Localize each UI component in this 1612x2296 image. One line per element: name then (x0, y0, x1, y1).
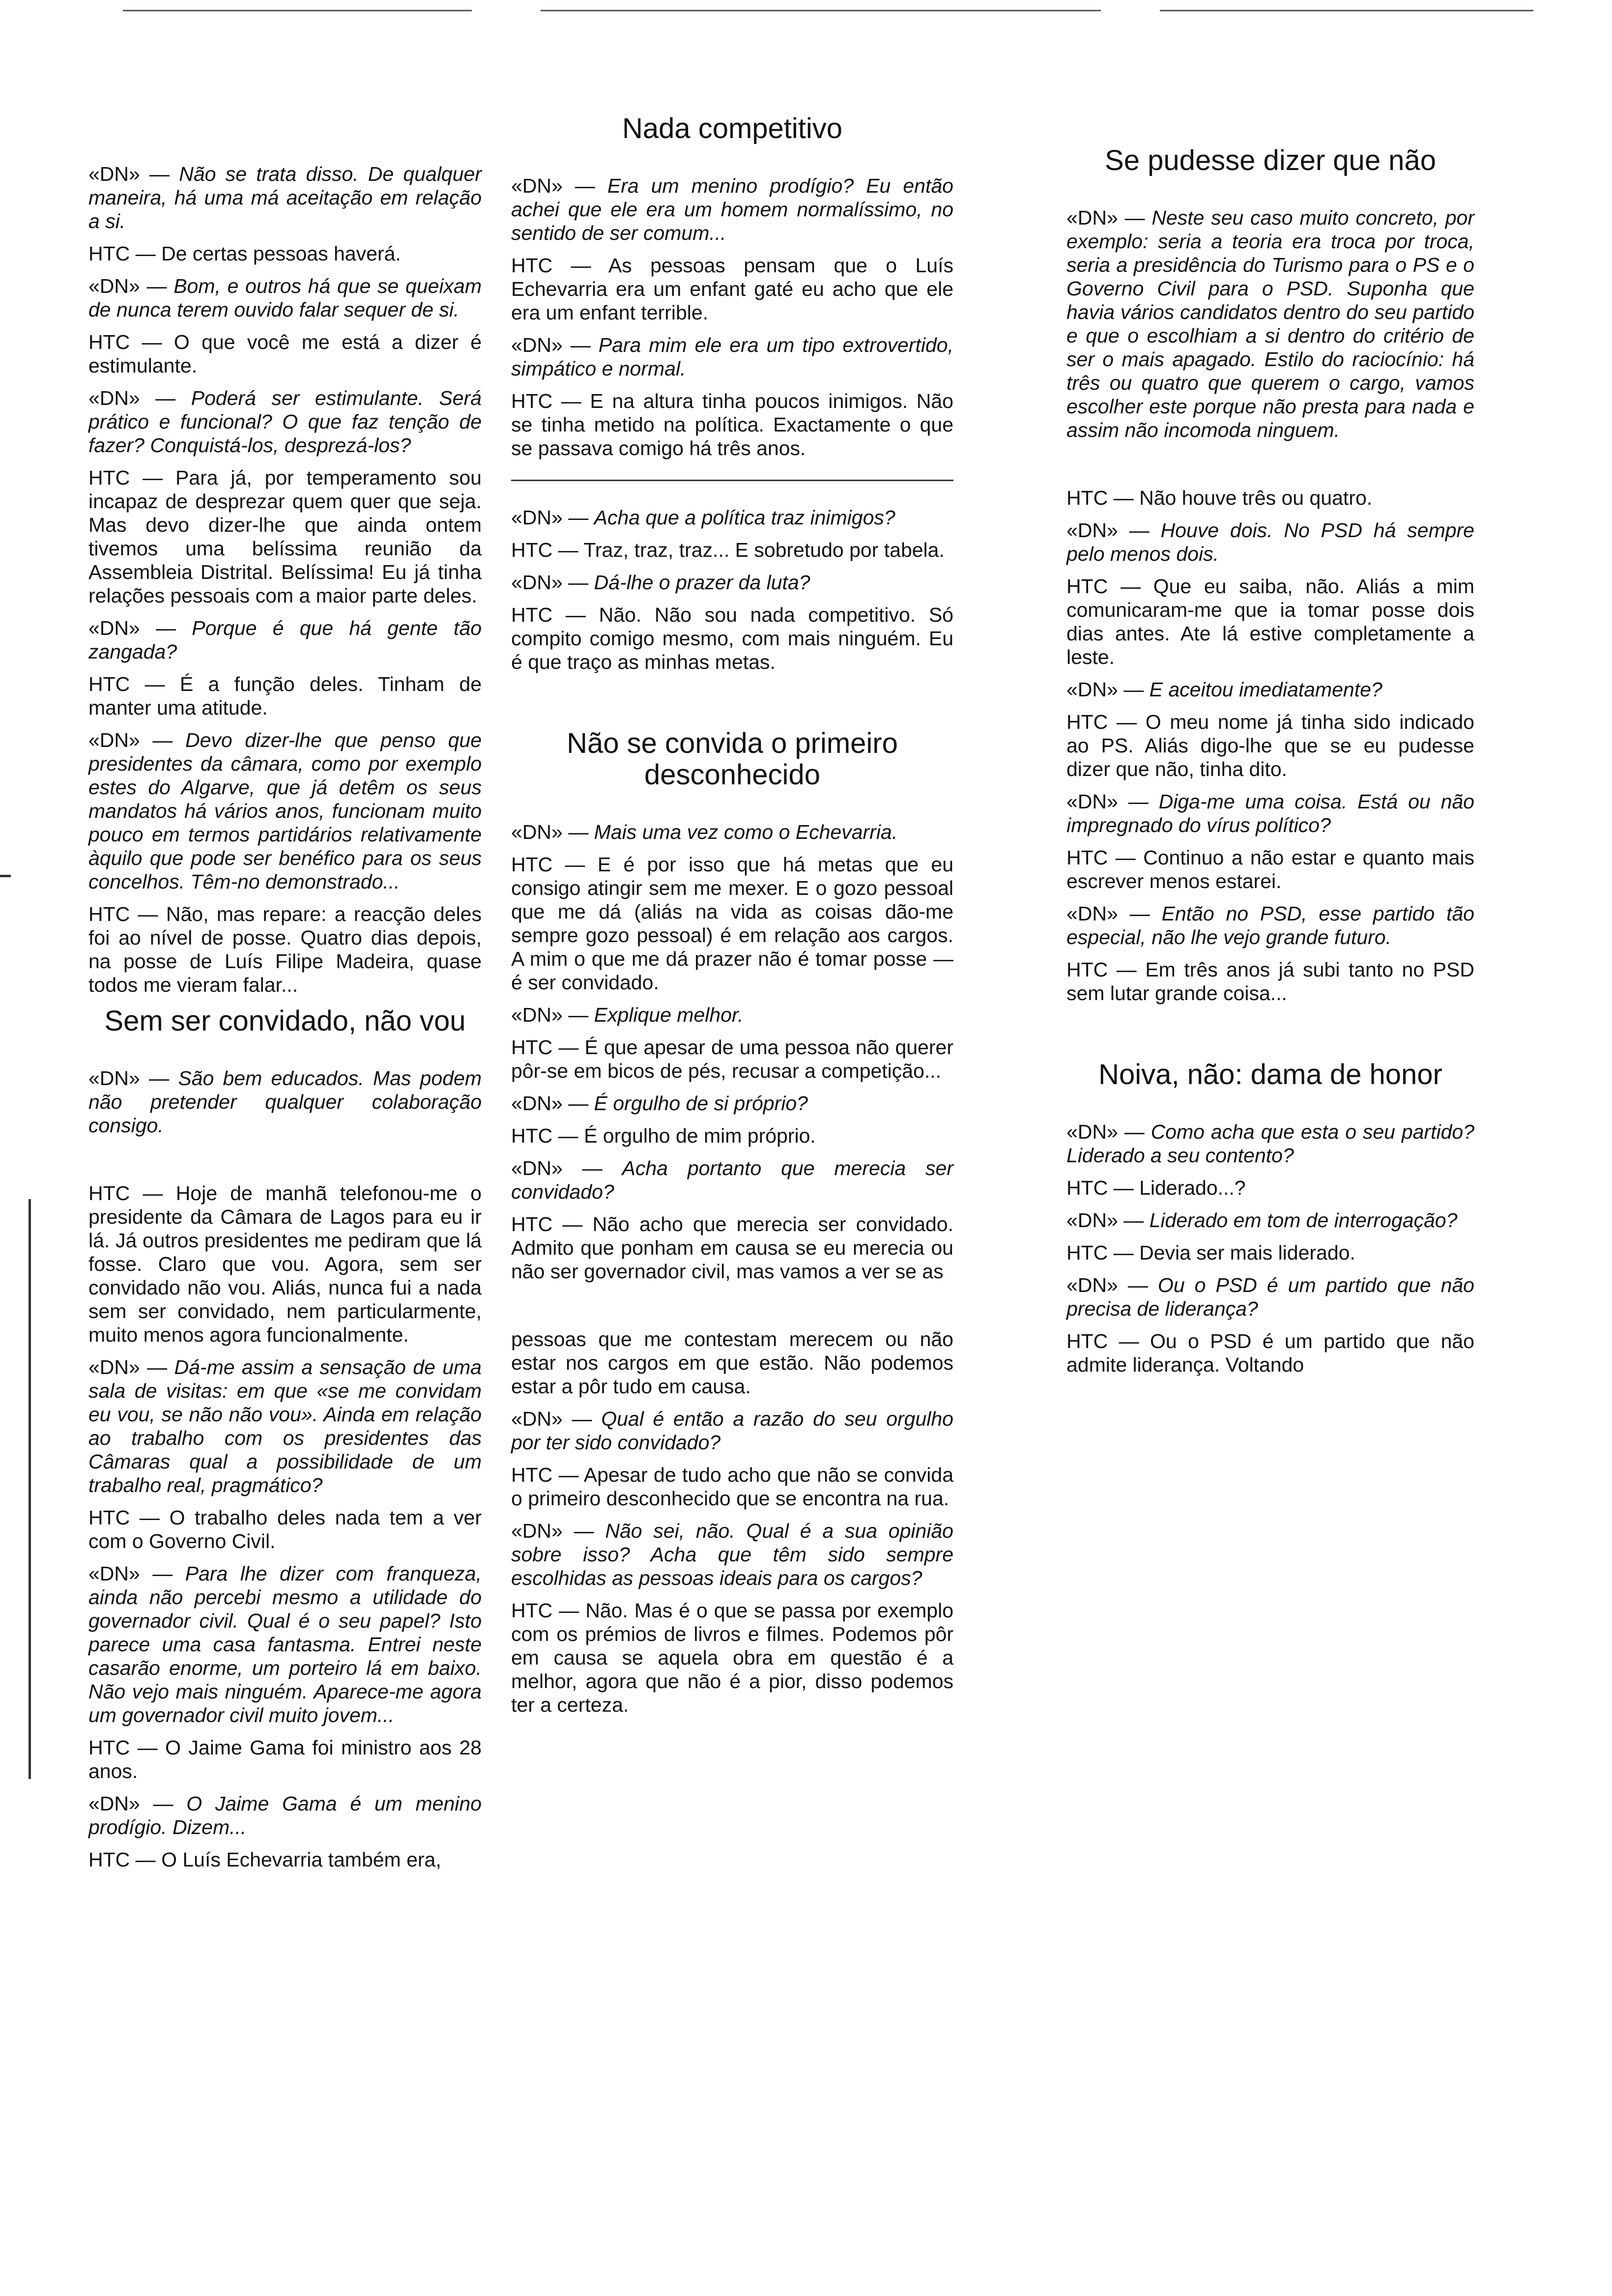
paragraph-text: O Luís Echevarria também era, (161, 1848, 441, 1871)
scan-mark-2 (29, 1199, 31, 1779)
speaker-label: «DN» — (88, 1356, 168, 1378)
interviewee-answer (88, 466, 482, 607)
paragraph-text: Não, mas repare: a reacção deles foi ao nível de posse. Quatro dias depois, na posse de Luís Filipe Madeira, quase todos me vieram falar... (88, 903, 482, 996)
interviewer-question (511, 820, 953, 844)
paragraph-text: Acha que a política traz inimigos? (594, 506, 895, 529)
interviewee-answer (88, 1506, 482, 1553)
section-divider (511, 480, 953, 481)
interviewee-answer (511, 1463, 953, 1510)
paragraph-text: Como acha que esta o seu partido? Liderado a seu contento? (1066, 1120, 1474, 1167)
speaker-label: HTC — (1066, 575, 1141, 598)
paragraph-text: Para já, por temperamento sou incapaz de desprezar quem quer que seja. Mas devo dizer-lhe que ainda ontem tivemos uma belíssima reunião da Assembleia Distrital. Belíssima! Eu já tinha relações pessoais com a maior parte deles. (88, 466, 482, 607)
speaker-label: HTC — (88, 1182, 163, 1205)
interviewee-answer (88, 1736, 482, 1783)
speaker-label: HTC — (511, 254, 591, 277)
paragraph-text: Em três anos já subi tanto no PSD sem lutar grande coisa... (1066, 958, 1474, 1004)
paragraph-text: Não. Mas é o que se passa por exemplo com os prémios de livros e filmes. Podemos pôr em causa se aquela obra em questão é a melhor, agora que não é a pior, disso podemos ter a certeza. (511, 1599, 953, 1716)
paragraph-text: É a função deles. Tinham de manter uma atitude. (88, 673, 482, 719)
paragraph-text: Dá-me assim a sensação de uma sala de visitas: em que «se me convidam eu vou, se não não vou». Ainda em relação ao trabalho com os presidentes das Câmaras qual a possibilidade de um trabalho real, pragmático? (88, 1356, 482, 1496)
speaker-label: «DN» — (511, 1092, 589, 1115)
interviewee-answer (511, 538, 953, 562)
speaker-label: HTC — (511, 1036, 579, 1059)
interviewer-question (511, 506, 953, 529)
paragraph-text: O Jaime Gama foi ministro aos 28 anos. (88, 1736, 482, 1782)
speaker-label: «DN» — (511, 174, 595, 197)
interviewee-answer (1066, 1329, 1474, 1377)
paragraph-text: E aceitou imediatamente? (1149, 678, 1382, 701)
speaker-label: «DN» — (1066, 519, 1150, 542)
interviewer-question (1066, 1273, 1474, 1320)
interviewer-question (88, 616, 482, 663)
paragraph-text: É que apesar de uma pessoa não querer pôr-se em bicos de pés, recusar a competição... (511, 1036, 953, 1082)
speaker-label: HTC — (511, 1599, 579, 1622)
top-rule-2 (541, 10, 1101, 11)
speaker-label: «DN» — (88, 1067, 170, 1090)
speaker-label: HTC — (88, 673, 165, 695)
paragraph-text: Não. Não sou nada competitivo. Só compito comigo mesmo, com mais ninguém. Eu é que traço as minhas metas. (511, 603, 953, 673)
speaker-label: «DN» — (1066, 1274, 1148, 1296)
paragraph-text: Bom, e outros há que se queixam de nunca terem ouvido falar sequer de si. (88, 275, 482, 321)
speaker-label: «DN» — (88, 1562, 173, 1585)
speaker-label: HTC — (511, 390, 581, 412)
interviewer-question (1066, 678, 1474, 701)
top-rule-1 (123, 10, 472, 11)
interviewee-answer (511, 1124, 953, 1148)
speaker-label: HTC — (511, 853, 585, 876)
column-3 (1066, 145, 1474, 1385)
interviewer-question (88, 1066, 482, 1137)
section-heading: Se pudesse dizer que não (1105, 144, 1436, 176)
column-2 (511, 113, 953, 1725)
interviewee-answer (88, 242, 482, 265)
interviewer-question (511, 174, 953, 245)
interviewer-question (1066, 518, 1474, 566)
interviewee-answer (511, 1035, 953, 1083)
paragraph-text: O trabalho deles nada tem a ver com o Governo Civil. (88, 1506, 482, 1552)
speaker-label: HTC — (511, 1213, 583, 1235)
interviewer-question (511, 333, 953, 380)
paragraph-text: São bem educados. Mas podem não pretender qualquer colaboração consigo. (88, 1067, 482, 1137)
interviewee-answer (511, 853, 953, 994)
paragraph-text: Continuo a não estar e quanto mais escrever menos estarei. (1066, 846, 1474, 892)
interviewer-question (1066, 1208, 1474, 1232)
speaker-label: HTC — (511, 1464, 579, 1486)
paragraph-text: Liderado em tom de interrogação? (1149, 1209, 1458, 1232)
speaker-label: HTC — (1066, 846, 1136, 869)
paragraph-text: Dá-lhe o prazer da luta? (594, 571, 810, 594)
paragraph-text: Traz, traz, traz... E sobretudo por tabela. (583, 539, 945, 561)
paragraph-text: Porque é que há gente tão zangada? (88, 617, 482, 663)
paragraph-text: Não acho que merecia ser convidado. Admito que ponham em causa se eu merecia ou não ser governador civil, mas vamos a ver se as (511, 1213, 953, 1283)
section-heading: Nada competitivo (622, 113, 843, 144)
interviewee-answer (511, 389, 953, 460)
interviewee-answer (1066, 486, 1474, 510)
interviewer-question (511, 1519, 953, 1590)
speaker-label: HTC — (1066, 1241, 1134, 1264)
speaker-label: «DN» — (88, 729, 173, 751)
paragraph-text: Para lhe dizer com franqueza, ainda não percebi mesmo a utilidade do governador civil. Qual é o seu papel? Isto parece uma casa fantasma. Entrei neste casarão enorme, um porteiro lá em baixo. Não vejo mais ninguém. Aparece-me agora um governador civil muito jovem... (88, 1562, 482, 1726)
speaker-label: «DN» — (88, 1792, 173, 1815)
interviewee-answer (88, 672, 482, 719)
speaker-label: HTC — (511, 603, 586, 626)
speaker-label: «DN» — (1066, 678, 1144, 701)
speaker-label: «DN» — (1066, 1209, 1144, 1232)
interviewee-answer (511, 254, 953, 324)
speaker-label: HTC — (511, 1124, 578, 1147)
interviewer-question (511, 571, 953, 594)
interviewee-answer (88, 1181, 482, 1347)
speaker-label: HTC — (88, 1848, 156, 1871)
paragraph-text: Diga-me uma coisa. Está ou não impregnado do vírus político? (1066, 790, 1474, 836)
speaker-label: HTC — (511, 539, 578, 561)
paragraph-text: Apesar de tudo acho que não se convida o primeiro desconhecido que se encontra na rua. (511, 1464, 953, 1510)
interviewer-question (88, 1562, 482, 1727)
interviewer-question (88, 1355, 482, 1497)
speaker-label: «DN» — (88, 163, 170, 185)
scan-mark-1 (0, 875, 11, 877)
paragraph-text: Neste seu caso muito concreto, por exemplo: seria a teoria era troca por troca, seria a presidência do Turismo para o PS e o Governo Civil para o PSD. Suponha que havia vários candidatos dentro do seu partido e que o escolhiam a si dentro do critério de ser o mais apagado. Estilo do raciocínio: há três ou quatro que querem o cargo, vamos escolher este porque não presta para nada e assim não incomoda ninguem. (1066, 206, 1474, 441)
interviewee-answer (1066, 1241, 1474, 1264)
paragraph-text: De certas pessoas haverá. (161, 242, 401, 265)
speaker-label: «DN» — (511, 1520, 594, 1542)
interviewee-answer (511, 1327, 953, 1398)
speaker-label: «DN» — (1066, 1120, 1145, 1143)
paragraph-text: Então no PSD, esse partido tão especial, não lhe vejo grande futuro. (1066, 902, 1474, 948)
paragraph-text: Devo dizer-lhe que penso que presidentes da câmara, como por exemplo estes do Algarve, que já detêm os seus mandatos há vários anos, funcionam muito pouco em termos partidários relativamente àquilo que pode ser benéfico para os seus concelhos. Têm-no demonstrado... (88, 729, 482, 893)
interviewer-question (1066, 1120, 1474, 1167)
speaker-label: HTC — (1066, 1177, 1134, 1199)
interviewee-answer (88, 330, 482, 377)
section-heading: Sem ser convidado, não vou (104, 1005, 466, 1037)
speaker-label: HTC — (88, 1736, 158, 1759)
interviewer-question (511, 1156, 953, 1204)
paragraph-text: É orgulho de si próprio? (594, 1092, 808, 1115)
interviewer-question (511, 1407, 953, 1454)
speaker-label: «DN» — (88, 387, 176, 409)
paragraph-text: Hoje de manhã telefonou-me o presidente da Câmara de Lagos para eu ir lá. Já outros presidentes me pediram que lá fosse. Claro que vou. Agora, sem ser convidado não vou. Aliás, nunca fui a nada sem ser convidado, nem particularmente, muito menos agora funcionalmente. (88, 1182, 482, 1346)
paragraph-text: Para mim ele era um tipo extrovertido, simpático e normal. (511, 334, 953, 380)
interviewee-answer (511, 603, 953, 674)
speaker-label: «DN» — (511, 334, 591, 356)
paragraph-text: O Jaime Gama é um menino prodígio. Dizem... (88, 1792, 482, 1838)
paragraph-text: Acha portanto que merecia ser convidado? (511, 1157, 953, 1203)
interviewee-answer (1066, 846, 1474, 893)
speaker-label: «DN» — (88, 275, 167, 297)
paragraph-text: O que você me está a dizer é estimulante. (88, 331, 482, 377)
speaker-label: «DN» — (511, 1004, 589, 1026)
paragraph-text: As pessoas pensam que o Luís Echevarria era um enfant gaté eu acho que ele era um enfant terrible. (511, 254, 953, 324)
interviewee-answer (1066, 1176, 1474, 1200)
speaker-label: HTC — (1066, 1330, 1139, 1352)
speaker-label: HTC — (88, 903, 158, 925)
speaker-label: «DN» — (88, 617, 176, 639)
paragraph-text: Não houve três ou quatro. (1139, 487, 1373, 509)
paragraph-text: Era um menino prodígio? Eu então achei que ele era um homem normalíssimo, no sentido de ser comum... (511, 174, 953, 244)
interviewer-question (1066, 790, 1474, 837)
speaker-label: «DN» — (511, 1157, 603, 1179)
section-heading: Não se convida o primeiro desconhecido (567, 727, 898, 791)
speaker-label: HTC — (1066, 711, 1137, 733)
speaker-label: «DN» — (511, 821, 589, 843)
interviewer-question (88, 1792, 482, 1839)
paragraph-text: O meu nome já tinha sido indicado ao PS. Aliás digo-lhe que se eu pudesse dizer que não, tinha dito. (1066, 711, 1474, 780)
interviewee-answer (511, 1212, 953, 1283)
top-rule-3 (1160, 10, 1533, 11)
interviewee-answer (1066, 574, 1474, 669)
speaker-label: «DN» — (1066, 902, 1150, 925)
interviewee-answer (88, 1848, 482, 1871)
speaker-label: HTC — (88, 242, 156, 265)
paragraph-text: Ou o PSD é um partido que não admite liderança. Voltando (1066, 1330, 1474, 1376)
paragraph-text: Houve dois. No PSD há sempre pelo menos dois. (1066, 519, 1474, 565)
paragraph-text: Não sei, não. Qual é a sua opinião sobre isso? Acha que têm sido sempre escolhidas as pessoas ideais para os cargos? (511, 1520, 953, 1589)
paragraph-text: É orgulho de mim próprio. (584, 1124, 816, 1147)
paragraph-text: Devia ser mais liderado. (1139, 1241, 1355, 1264)
speaker-label: «DN» — (1066, 206, 1145, 229)
paragraph-text: E é por isso que há metas que eu consigo atingir sem me mexer. E o gozo pessoal que me dá (aliás na vida as coisas dão-me sempre gozo pessoal) é em relação aos cargos. A mim o que me dá prazer não é tomar posse — é ser convidado. (511, 853, 953, 994)
interviewer-question (88, 386, 482, 457)
paragraph-text: Liderado...? (1139, 1177, 1246, 1199)
paragraph-text: Mais uma vez como o Echevarria. (594, 821, 898, 843)
paragraph-text: E na altura tinha poucos inimigos. Não se tinha metido na política. Exactamente o que se passava comigo há três anos. (511, 390, 953, 459)
column-1 (88, 162, 482, 1880)
interviewer-question (88, 274, 482, 321)
interviewer-question (511, 1003, 953, 1027)
speaker-label: HTC — (1066, 958, 1137, 981)
interviewer-question (88, 162, 482, 233)
speaker-label: «DN» — (511, 571, 589, 594)
paragraph-text: Que eu saiba, não. Aliás a mim comunicaram-me que ia tomar posse dois dias antes. Ate lá estive completamente a leste. (1066, 575, 1474, 668)
paragraph-text: Explique melhor. (594, 1004, 744, 1026)
interviewer-question (511, 1091, 953, 1115)
speaker-label: HTC — (88, 466, 163, 489)
speaker-label: «DN» — (511, 506, 589, 529)
speaker-label: «DN» — (1066, 790, 1149, 813)
interviewee-answer (1066, 710, 1474, 781)
speaker-label: HTC — (1066, 487, 1134, 509)
interviewer-question (88, 728, 482, 893)
speaker-label: HTC — (88, 331, 162, 353)
speaker-label: «DN» — (511, 1407, 592, 1430)
section-heading: Noiva, não: dama de honor (1098, 1059, 1442, 1091)
interviewer-question (1066, 206, 1474, 442)
speaker-label: HTC — (88, 1506, 160, 1529)
interviewee-answer (511, 1599, 953, 1717)
paragraph-text: Poderá ser estimulante. Será prático e funcional? O que faz tenção de fazer? Conquistá-los, desprezá-los? (88, 387, 482, 457)
interviewer-question (1066, 902, 1474, 949)
paragraph-text: Qual é então a razão do seu orgulho por ter sido convidado? (511, 1407, 953, 1454)
interviewee-answer (1066, 958, 1474, 1005)
interviewee-answer (88, 902, 482, 997)
paragraph-text: Ou o PSD é um partido que não precisa de liderança? (1066, 1274, 1474, 1320)
paragraph-text: Não se trata disso. De qualquer maneira, há uma má aceitação em relação a si. (88, 163, 482, 232)
paragraph-text: pessoas que me contestam merecem ou não estar nos cargos em que estão. Não podemos estar a pôr tudo em causa. (511, 1328, 953, 1398)
